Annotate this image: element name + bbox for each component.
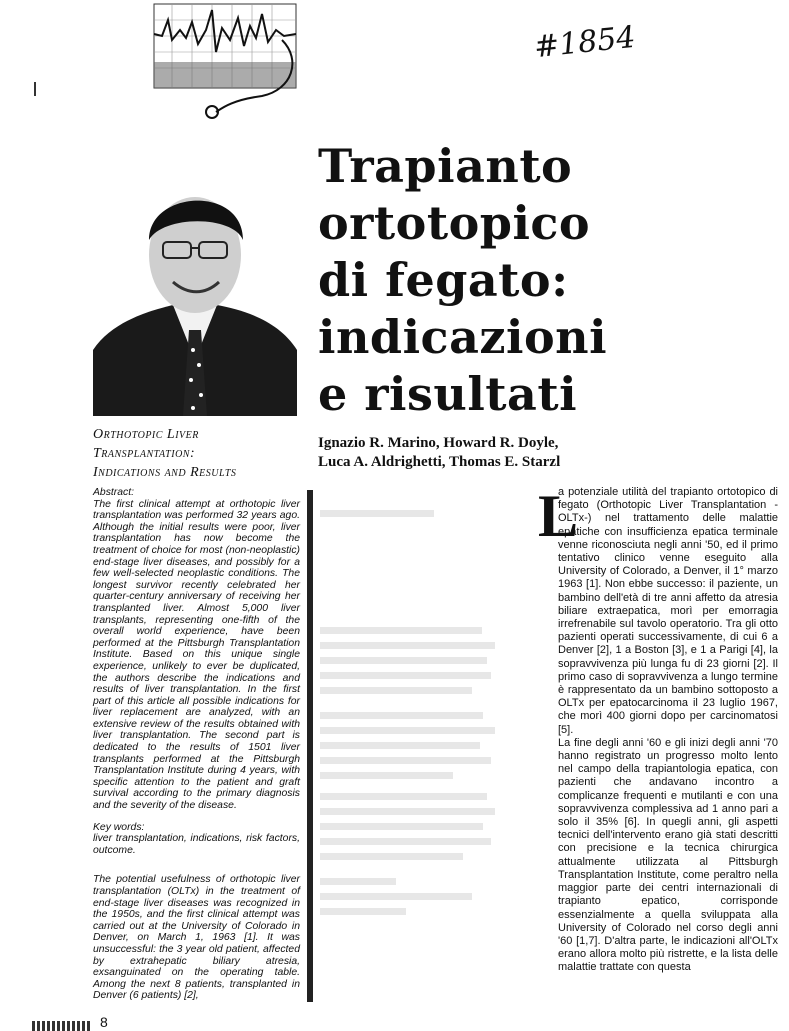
- handwritten-note: #1854: [532, 19, 638, 66]
- authors-line: Luca A. Aldrighetti, Thomas E. Starzl: [318, 454, 561, 470]
- english-title-line: Transplantation:: [93, 446, 196, 461]
- keywords-label: Key words:: [93, 821, 145, 833]
- keywords-text: liver transplantation, indications, risk factors, outcome.: [93, 833, 300, 856]
- margin-mark: [34, 82, 36, 96]
- title-line: Trapianto: [318, 139, 573, 193]
- english-title-line: Indications and Results: [93, 465, 237, 480]
- italian-column: [558, 486, 778, 975]
- faded-column: [320, 500, 510, 940]
- page-number: 8: [100, 1014, 108, 1030]
- title-line: e risultati: [318, 367, 578, 421]
- authors: [318, 434, 648, 472]
- english-title-line: Orthotopic Liver: [93, 427, 199, 442]
- drop-cap: L: [538, 483, 579, 549]
- intro-text: The potential usefulness of orthotopic liver transplantation (OLTx) in the treatment of end-stage liver diseases was recognized in the 1950s, and the first clinical attempt was carried out at the University of Colorado in Denver, on March 1, 1963 [1]. It was unsuccessful: the 3 year old patient, affected by extrahepatic biliary atresia, exsanguinated on the operating table. Among the next 8 patients, transplanted in Denver (6 patients) [2],: [93, 874, 300, 1002]
- abstract-text: The first clinical attempt at orthotopic liver transplantation was performed 32 years ago. Although the initial results were poor, liver transplantation has now become the treatment of choice for most (non-neoplastic) end-stage liver diseases, and possibly for a few well-selected neoplastic conditions. The longest survivor recently celebrated her quarter-century anniversary of receiving her transplanted liver. Almost 5,000 liver transplants, representing one-fifth of the overall world experience, have been performed at the Pittsburgh Transplantation Institute. Based on this unique single experience, unlikely to ever be duplicated, the authors describe the indications and results of liver transplantation. In the first part of this article all possible indications for liver replacement are analyzed, with an extensive review of the results obtained with liver transplantation. The second part is dedicated to the results of 1501 liver transplants performed at the Pittsburgh Transplantation Institute during 4 years, with specific attention to the patient and graft survival according to the primary diagnosis and the severity of the disease.: [93, 498, 300, 812]
- article-title: [318, 138, 648, 423]
- italian-paragraph: La fine degli anni '60 e gli inizi degli anni '70 hanno registrato un progresso molto lento nel campo della trapiantologia epatica, con pazienti che andavano incontro a complicanze frequenti e mutilanti e con una sopravvivenza complessiva ad 1 anno pari a solo il 35% [6]. In quegli anni, gli aspetti tecnici dell'intervento erano già stati descritti con precisione e la tecnica chirurgica attualmente utilizzata al Pittsburgh Transplantation Institute, come peraltro nella maggior parte dei centri internazionali di trapianto epatico, corrisponde essenzialmente a quella sviluppata alla University of Colorado nel corso degli anni '60 [1,7]. D'altra parte, le indicazioni all'OLTx erano allora molto più ristrette, e la lista delle malattie trattate con questa: [558, 736, 778, 974]
- authors-line: Ignazio R. Marino, Howard R. Doyle,: [318, 435, 559, 451]
- column-rule: [307, 490, 313, 1002]
- abstract-label: Abstract:: [93, 487, 134, 498]
- title-line: indicazioni: [318, 310, 608, 364]
- english-title: [93, 425, 236, 482]
- footer-barcode: [32, 1021, 92, 1031]
- ecg-stethoscope-logo: [152, 0, 300, 120]
- abstract-column: [93, 487, 300, 1012]
- title-line: di fegato:: [318, 253, 569, 307]
- italian-paragraph: a potenziale utilità del trapianto ortotopico di fegato (Orthotopic Liver Transplantation - OLTx-) nel trattamento delle malattie epatiche con insufficienza epatica terminale venne riconosciuta negli anni '50, ed il primo tentativo clinico venne eseguito alla University of Colorado, a Denver, il 1° marzo 1963 [1]. Non ebbe successo: il paziente, un bambino dell'età di tre anni affetto da atresia biliare extraepatica, morì per emorragia irrefrenabile sul tavolo operatorio. Tra gli otto pazienti operati successivamente, di cui 6 a Denver [2], 1 a Boston [3], e 1 a Parigi [4], la sopravvivenza più lunga fu di 23 giorni [2]. Il primo caso di sopravvivenza a lungo termine è rappresentato da un bambino sottoposto a OLTx per epatocarcinoma il 23 luglio 1967, che morì 400 giorni dopo per carcinomatosi [5].: [558, 486, 778, 736]
- title-line: ortotopico: [318, 196, 591, 250]
- author-photo: [93, 160, 297, 416]
